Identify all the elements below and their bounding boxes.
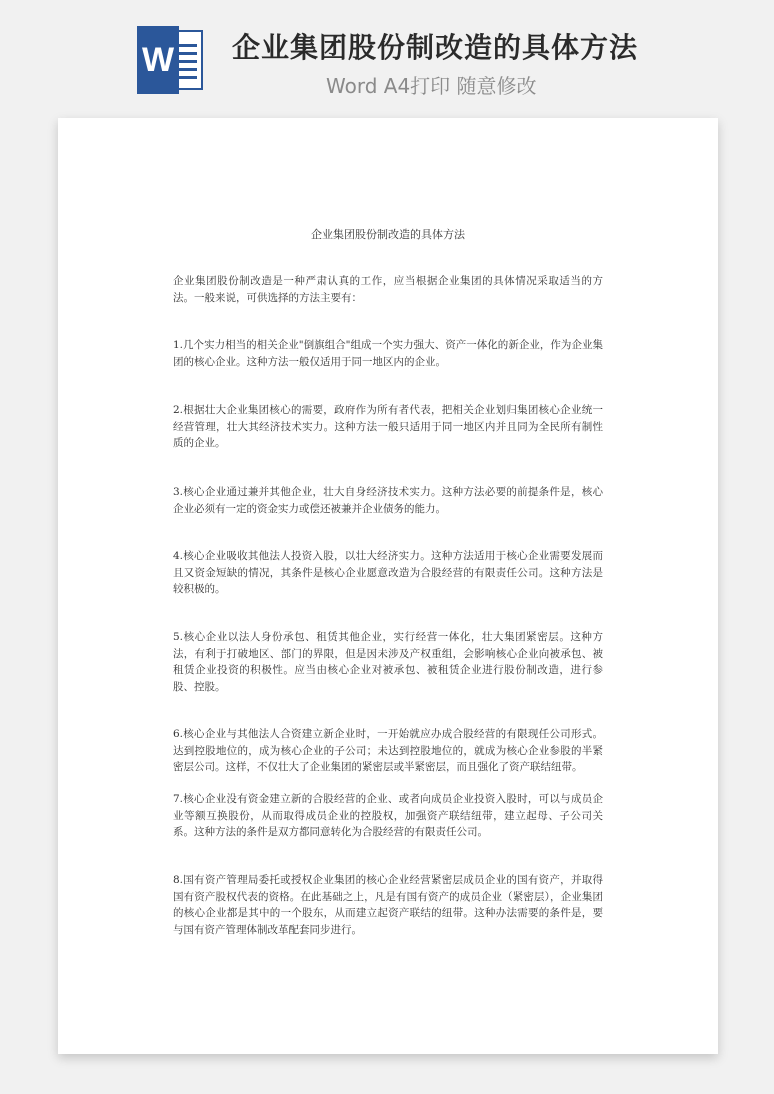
paragraph-method-7: 7.核心企业没有资金建立新的合股经营的企业、或者向成员企业投资入股时，可以与成员企业等额互换股份，从而取得成员企业的控股权，加强资产联结纽带，建立起母、子公司关系。这种方法的条件是双方都同意转化为合股经营的有限责任公司。 — [173, 793, 603, 838]
page-subtitle: Word A4打印 随意修改 — [326, 74, 537, 98]
paragraph-method-6: 6.核心企业与其他法人合资建立新企业时，一开始就应办成合股经营的有限现任公司形式。达到控股地位的，成为核心企业的子公司；未达到控股地位的，就成为核心企业参股的半紧密层公司。这样，不仅壮大了企业集团的紧密层或半紧密层，而且强化了资产联结纽带。 — [173, 728, 603, 773]
paragraph-method-5: 5.核心企业以法人身份承包、租赁其他企业，实行经营一体化，壮大集团紧密层。这种方法，有利于打破地区、部门的界限，但是因未涉及产权重组，会影响核心企业向被承包、被租赁企业投资的积极性。应当由核心企业对被承包、被租赁企业进行股份制改造，进行参股、控股。 — [173, 631, 603, 693]
paragraph-method-4: 4.核心企业吸收其他法人投资入股，以壮大经济实力。这种方法适用于核心企业需要发展而且又资金短缺的情况，其条件是核心企业愿意改造为合股经营的有限责任公司。这种方法是较积极的。 — [173, 550, 603, 595]
paragraph-method-8: 8.国有资产管理局委托或授权企业集团的核心企业经营紧密层成员企业的国有资产，并取得国有资产股权代表的资格。在此基础之上，凡是有国有资产的成员企业（紧密层），企业集团的核心企业都是其中的一个股东，从而建立起资产联结的纽带。这种办法需要的条件是，要与国有资产管理体制改革配套同步进行。 — [173, 874, 603, 936]
paragraph-method-1: 1.几个实力相当的相关企业"倒旗组合"组成一个实力强大、资产一体化的新企业，作为企业集团的核心企业。这种方法一般仅适用于同一地区内的企业。 — [173, 339, 603, 368]
word-letter-plate: W — [137, 26, 179, 94]
page-title: 企业集团股份制改造的具体方法 — [232, 31, 639, 64]
paragraph-method-2: 2.根据壮大企业集团核心的需要，政府作为所有者代表，把相关企业划归集团核心企业统一经营管理，壮大其经济技术实力。这种方法一般只适用于同一地区内并且同为全民所有制性质的企业。 — [173, 404, 603, 449]
paragraph-method-3: 3.核心企业通过兼并其他企业，壮大自身经济技术实力。这种方法必要的前提条件是，核心企业必须有一定的资金实力或偿还被兼并企业债务的能力。 — [173, 486, 603, 515]
document-page — [58, 118, 718, 1054]
paragraph-intro: 企业集团股份制改造是一种严肃认真的工作，应当根据企业集团的具体情况采取适当的方法。一般来说，可供选择的方法主要有： — [173, 275, 603, 304]
word-doc-icon — [135, 24, 207, 96]
document-heading: 企业集团股份制改造的具体方法 — [311, 228, 465, 241]
header — [0, 0, 774, 110]
